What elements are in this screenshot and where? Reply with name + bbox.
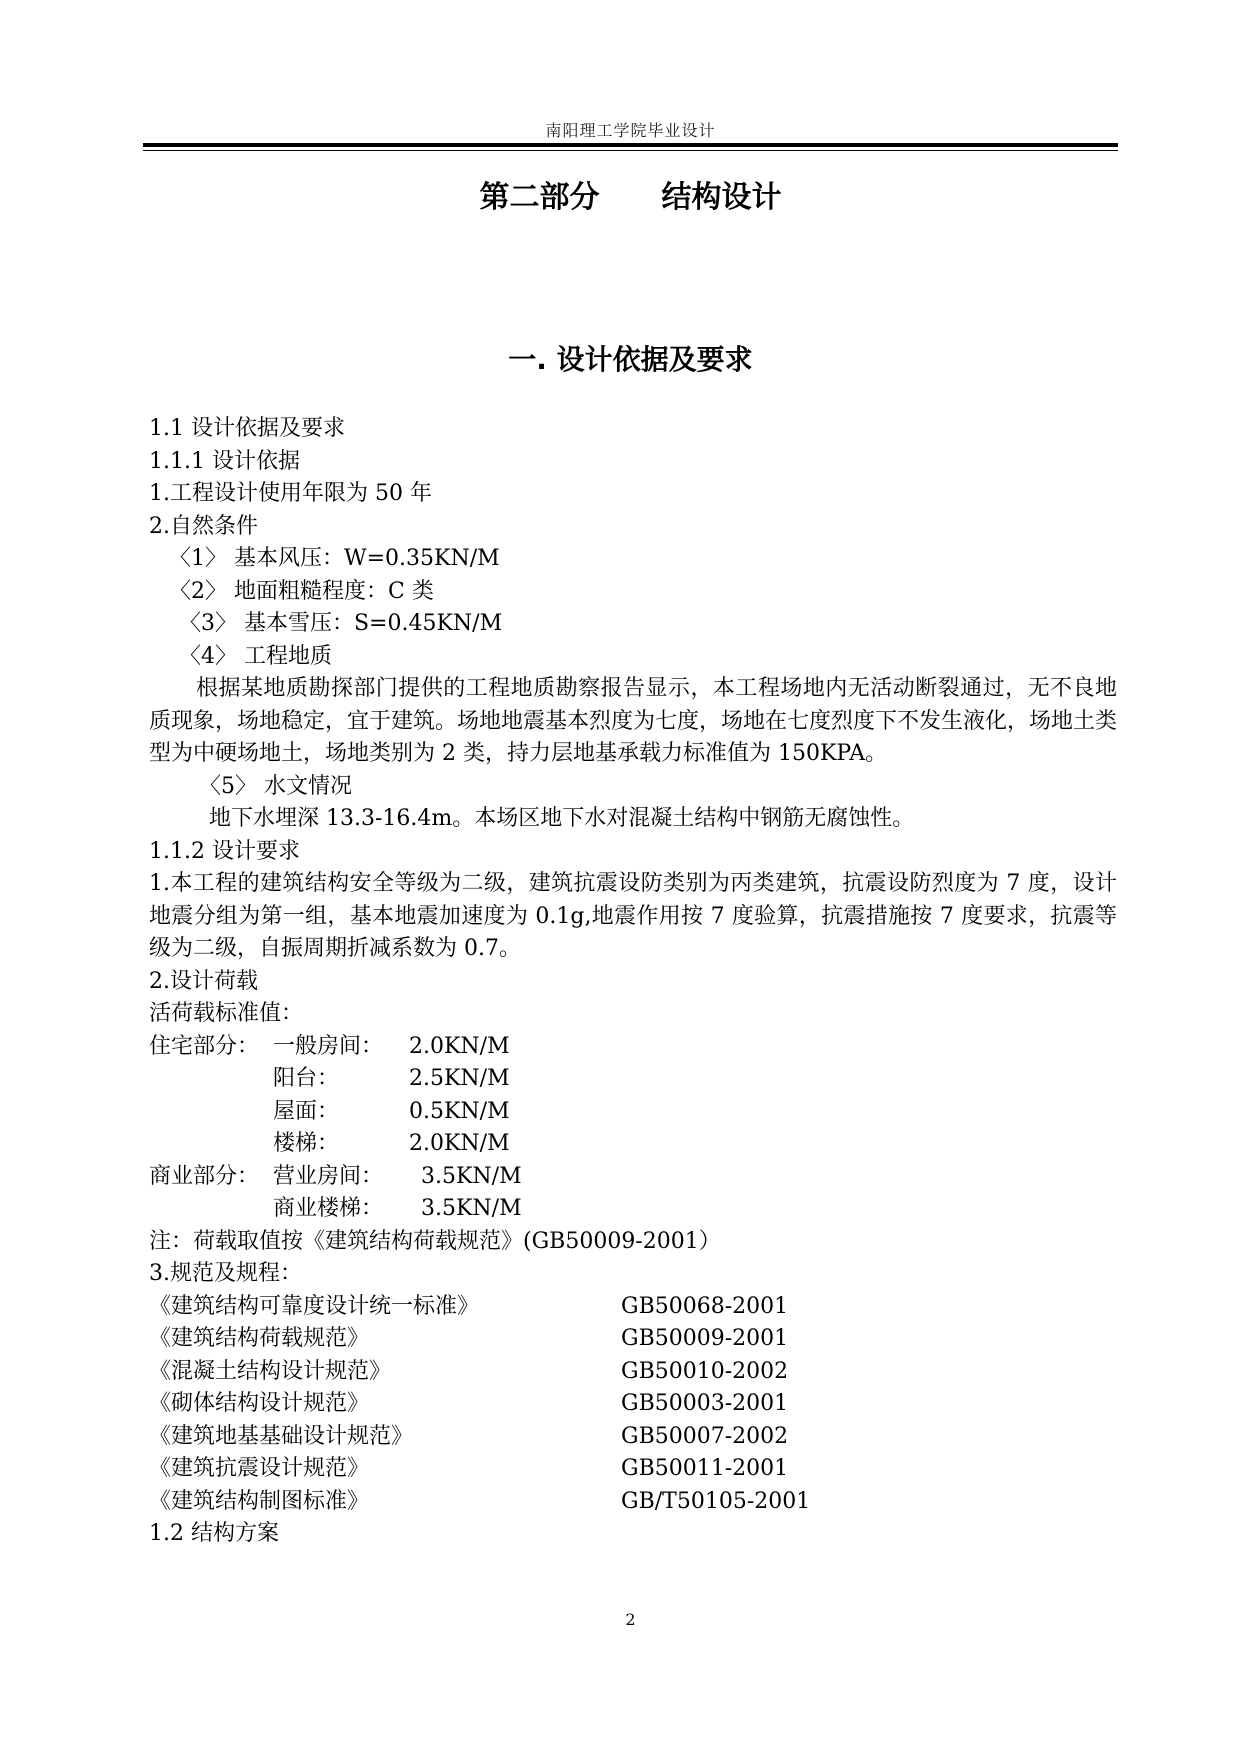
- load-note: 注：荷载取值按《建筑结构荷载规范》(GB50009-2001）: [149, 1228, 721, 1254]
- load-row: 屋面： 0.5KN/M: [273, 1098, 510, 1124]
- standard-row: 《混凝土结构设计规范》 GB50010-2002: [149, 1358, 789, 1384]
- section-title: 一. 设计依据及要求: [508, 343, 753, 376]
- condition-snow-pressure: 〈3〉 基本雪压：S=0.45KN/M: [179, 611, 503, 636]
- item-service-life: 1.工程设计使用年限为 50 年: [149, 481, 432, 506]
- part-title: [143, 172, 1118, 216]
- load-row: 阳台： 2.5KN/M: [273, 1066, 510, 1091]
- load-row: 楼梯： 2.0KN/M: [273, 1131, 510, 1156]
- part-number: 第二部分: [479, 180, 600, 215]
- header-rule-thin: [143, 150, 1118, 151]
- load-row: 商业楼梯： 3.5KN/M: [273, 1196, 522, 1221]
- heading-1-1-2: 1.1.2 设计要求: [149, 838, 300, 864]
- document-body: [149, 413, 1117, 1551]
- requirement-seismic: 1.本工程的建筑结构安全等级为二级，建筑抗震设防类别为丙类建筑，抗震设防烈度为 7 度，设计地震分组为第一组，基本地震加速度为 0.1g,地震作用按 7 度验算，抗震措施按 7 度要求，抗震等级为二级，自振周期折减系数为 0.7。: [149, 871, 1117, 961]
- requirement-standards: 3.规范及规程：: [149, 1261, 302, 1286]
- page-number: 2: [625, 1610, 636, 1629]
- condition-wind-pressure: 〈1〉 基本风压：W=0.35KN/M: [169, 546, 500, 571]
- requirement-design-load: 2.设计荷载: [149, 968, 258, 994]
- part-name: 结构设计: [661, 180, 782, 215]
- standard-row: 《建筑抗震设计规范》 GB50011-2001: [149, 1456, 789, 1481]
- load-row: 商业部分： 营业房间： 3.5KN/M: [149, 1163, 522, 1189]
- geology-paragraph: 根据某地质勘探部门提供的工程地质勘察报告显示，本工程场地内无活动断裂通过，无不良地质现象，场地稳定，宜于建筑。场地地震基本烈度为七度，场地在七度烈度下不发生液化，场地土类型为中硬场地土，场地类别为 2 类，持力层地基承载力标准值为 150KPA。: [149, 676, 1118, 766]
- header-rule-thick: [143, 143, 1118, 147]
- hydrology-paragraph: 地下水埋深 13.3-16.4m。本场区地下水对混凝土结构中钢筋无腐蚀性。: [209, 806, 915, 831]
- standard-row: 《建筑结构可靠度设计统一标准》 GB50068-2001: [149, 1293, 789, 1319]
- standard-row: 《建筑结构荷载规范》 GB50009-2001: [149, 1326, 789, 1351]
- load-row: 住宅部分： 一般房间： 2.0KN/M: [149, 1033, 510, 1059]
- heading-1-1-1: 1.1.1 设计依据: [149, 448, 300, 474]
- item-natural-conditions: 2.自然条件: [149, 513, 258, 539]
- page-header: 南阳理工学院毕业设计: [545, 121, 716, 140]
- standard-row: 《建筑结构制图标准》 GB/T50105-2001: [149, 1488, 811, 1514]
- heading-1-1: 1.1 设计依据及要求: [149, 416, 345, 441]
- condition-hydrology: 〈5〉 水文情况: [199, 773, 352, 799]
- standard-row: 《砌体结构设计规范》 GB50003-2001: [149, 1391, 789, 1416]
- standard-row: 《建筑地基基础设计规范》 GB50007-2002: [149, 1423, 789, 1449]
- heading-1-2: 1.2 结构方案: [149, 1521, 279, 1546]
- condition-geology: 〈4〉 工程地质: [179, 643, 332, 669]
- condition-roughness: 〈2〉 地面粗糙程度：C 类: [169, 578, 434, 604]
- live-load-label: 活荷载标准值：: [149, 1001, 304, 1026]
